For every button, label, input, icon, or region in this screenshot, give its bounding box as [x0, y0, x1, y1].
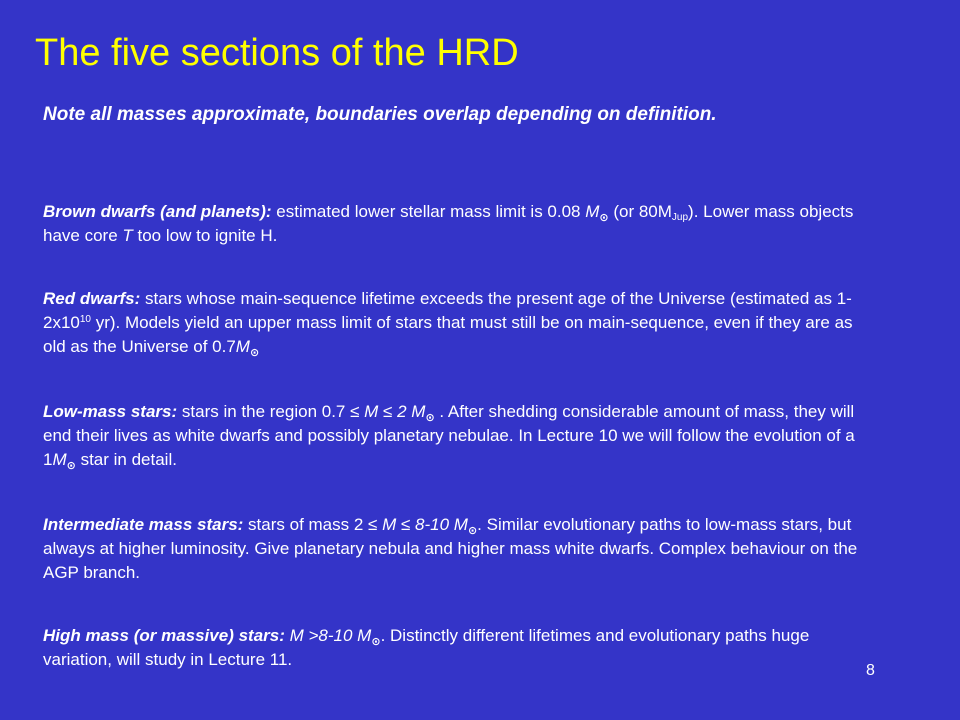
solar-mass-symbol: M — [585, 202, 600, 221]
red-dwarfs-paragraph: Red dwarfs: stars whose main-sequence lifetime exceeds the present age of the Universe (estimated as $1-2x10^{10}$ yr). Models yield an upper mass limit of stars that must still be on main-sequence, even if they are as old as the Universe of 0.7M⊙ — [43, 289, 853, 359]
red-dwarfs-text-2: yr). Models yield an upper mass limit of stars that must still be on main-sequence, even if they are as old as the Universe of 0.7 — [43, 313, 853, 356]
red-dwarfs-text-1: stars whose main-sequence lifetime exceeds the present age of the Universe (estimated as 1-2x10 — [43, 289, 852, 332]
brown-dwarfs-text-4: too low to ignite H. — [132, 226, 278, 245]
brown-dwarfs-heading: Brown dwarfs (and planets): — [43, 202, 272, 221]
low-mass-heading: Low-mass stars: — [43, 402, 178, 421]
solar-mass-symbol: M — [52, 450, 67, 469]
mass-range: M ≤ 8-10 M — [382, 515, 468, 534]
temperature-symbol: T — [122, 226, 133, 245]
low-mass-text-3: star in detail. — [75, 450, 177, 469]
intermediate-mass-text-1: stars of mass 2 ≤ — [243, 515, 383, 534]
low-mass-text-1: stars in the region 0.7 ≤ — [177, 402, 365, 421]
low-mass-text-2: . After shedding considerable amount of mass, they will end their lives as white dwarfs and possibly planetary nebulae. In Lecture 10 we will follow the evolution of a 1 — [43, 402, 855, 469]
jupiter-subscript: Jup — [671, 212, 689, 223]
note-text: Note all masses approximate, boundaries overlap depending on definition. — [43, 104, 717, 125]
intermediate-mass-text-2: . Similar evolutionary paths to low-mass stars, but always at higher luminosity. Give planetary nebula and higher mass white dwarfs. Complex behaviour on the AGP branch. — [43, 515, 858, 582]
brown-dwarfs-paragraph: Brown dwarfs (and planets): estimated lower stellar mass limit is 0.08 M⊙ (or $80M_{Jup}$). Lower mass objects have core T too low to ignite H. — [43, 202, 854, 245]
mass-range: M ≤ 2 M — [364, 402, 426, 421]
brown-dwarfs-text-1: estimated lower stellar mass limit is 0.08 — [271, 202, 586, 221]
intermediate-mass-heading: Intermediate mass stars: — [43, 515, 244, 534]
solar-mass-symbol: M — [235, 337, 250, 356]
brown-dwarfs-text-2: (or 80M — [608, 202, 672, 221]
mass-range: M >8-10 M — [289, 626, 372, 645]
page-number: 8 — [866, 662, 875, 679]
brown-dwarfs-text-3: ). Lower mass objects have core — [43, 202, 854, 245]
slide-title: The five sections of the HRD — [35, 32, 519, 74]
high-mass-heading: High mass (or massive) stars: — [43, 626, 285, 645]
high-mass-paragraph: High mass (or massive) stars: M >8-10 M⊙. Distinctly different lifetimes and evolutionary paths huge variation, will study in Lecture 11. — [43, 626, 810, 669]
low-mass-paragraph: Low-mass stars: stars in the region 0.7 ≤ M ≤ 2 M⊙ . After shedding considerable amount of mass, they will end their lives as white dwarfs and possibly planetary nebulae. In Lecture 10 we will follow the evolution of a 1M⊙ star in detail. — [43, 402, 855, 472]
exponent: 10 — [79, 314, 91, 325]
high-mass-text-2: . Distinctly different lifetimes and evolutionary paths huge variation, will study in Lecture 11. — [43, 626, 810, 669]
intermediate-mass-paragraph: Intermediate mass stars: stars of mass 2 ≤ M ≤ 8-10 M⊙. Similar evolutionary paths to low-mass stars, but always at higher luminosity. Give planetary nebula and higher mass white dwarfs. Complex behaviour on the AGP branch. — [43, 515, 858, 582]
red-dwarfs-heading: Red dwarfs: — [43, 289, 141, 308]
